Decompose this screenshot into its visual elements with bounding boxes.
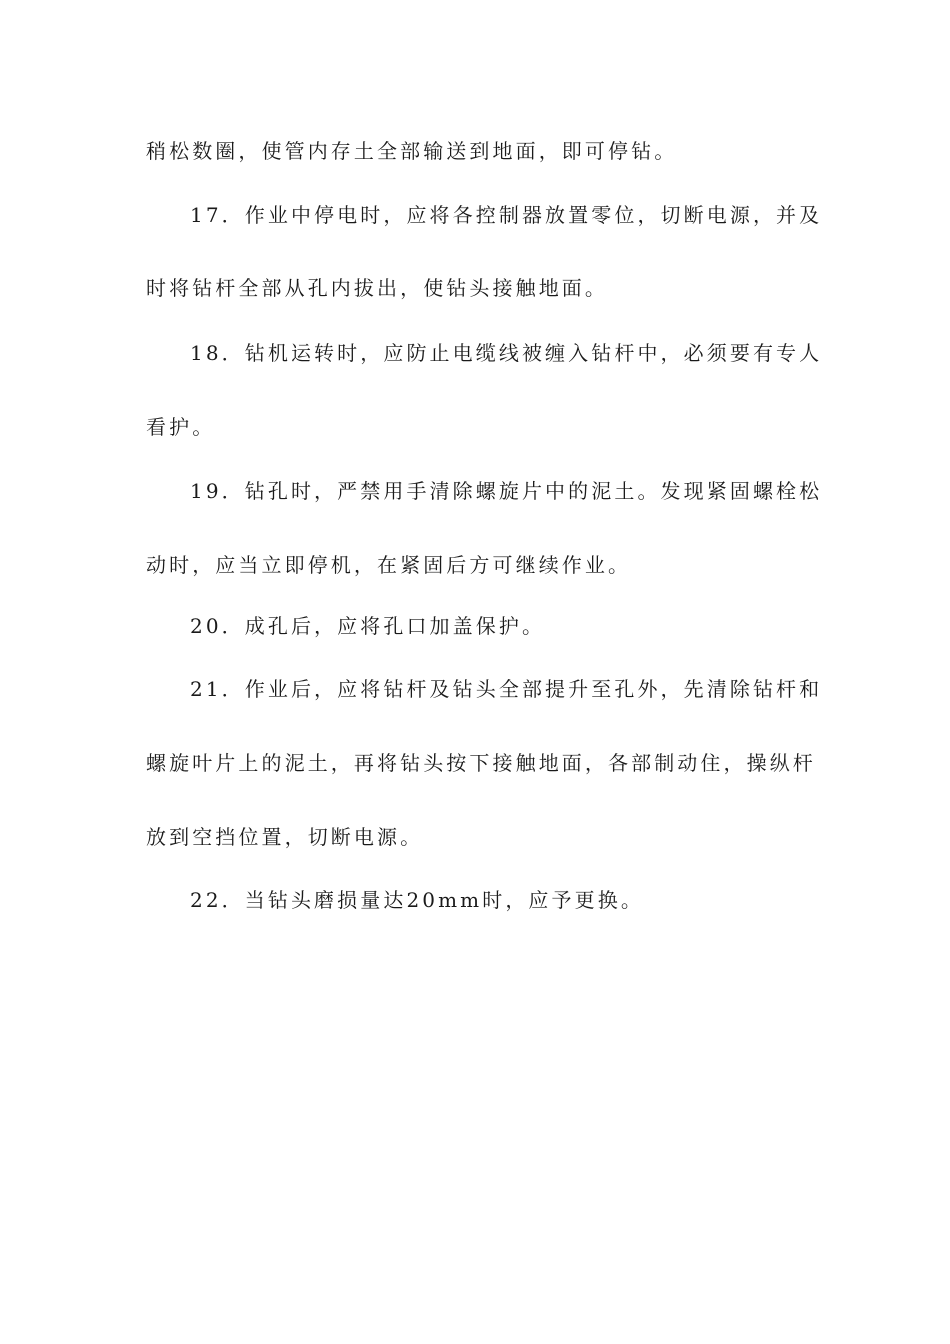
item-21-line-1: 21．作业后，应将钻杆及钻头全部提升至孔外，先清除钻杆和 <box>190 677 823 701</box>
item-21-line-2: 螺旋叶片上的泥土，再将钻头按下接触地面，各部制动住，操纵杆 <box>146 751 816 775</box>
item-22-line-1: 22．当钻头磨损量达20mm时，应予更换。 <box>190 888 644 912</box>
item-20-line-1: 20．成孔后，应将孔口加盖保护。 <box>190 614 546 638</box>
item-18-line-1: 18．钻机运转时，应防止电缆线被缠入钻杆中，必须要有专人 <box>190 341 823 365</box>
item-21-line-3: 放到空挡位置，切断电源。 <box>146 825 424 849</box>
paragraph-continuation-line-1: 稍松数圈，使管内存土全部输送到地面，即可停钻。 <box>146 139 678 163</box>
item-19-line-2: 动时，应当立即停机，在紧固后方可继续作业。 <box>146 553 632 577</box>
item-17-line-1: 17．作业中停电时，应将各控制器放置零位，切断电源，并及 <box>190 203 823 227</box>
item-18-line-2: 看护。 <box>146 415 216 439</box>
item-17-line-2: 时将钻杆全部从孔内拔出，使钻头接触地面。 <box>146 276 608 300</box>
item-19-line-1: 19．钻孔时，严禁用手清除螺旋片中的泥土。发现紧固螺栓松 <box>190 479 823 503</box>
